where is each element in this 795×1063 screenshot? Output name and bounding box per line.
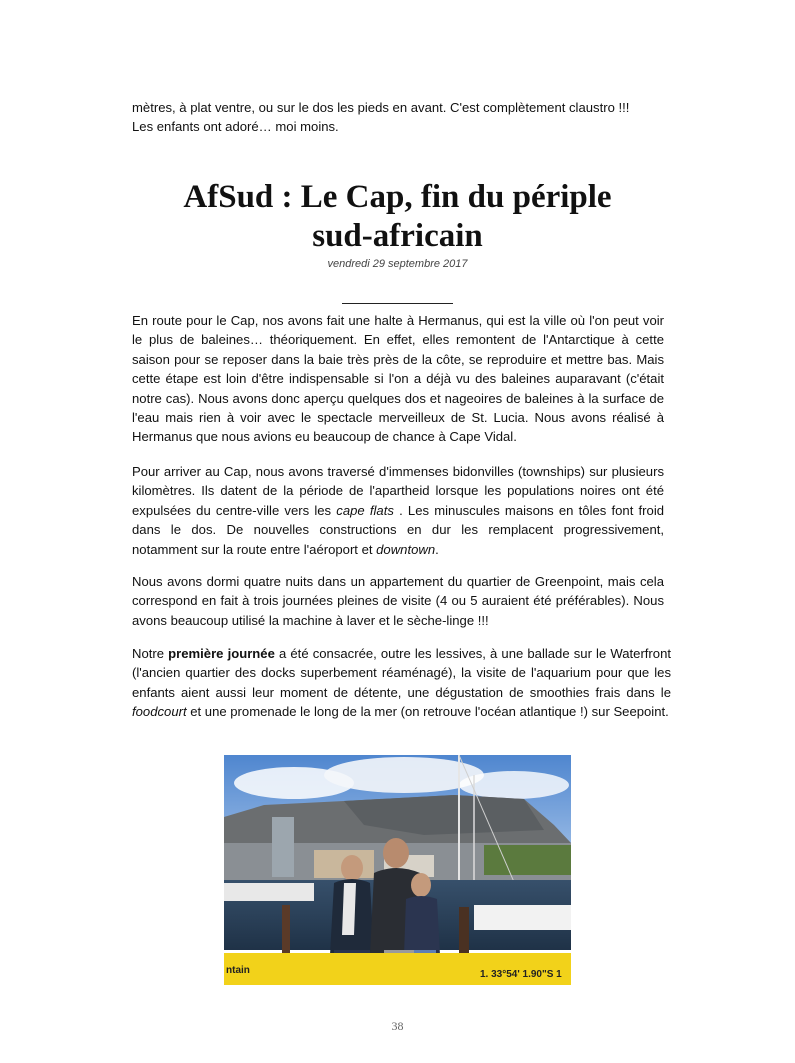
p2-em-downtown: downtown xyxy=(376,541,436,557)
p4-strong-first-day: première journée xyxy=(168,646,275,661)
article-title xyxy=(100,178,695,256)
green-hillside xyxy=(484,845,571,875)
p2-text-a: Pour arriver au Cap, nous avons traversé d'immenses bidonvilles (townships) sur plusieurs kilomètres. Ils datent de la période de l'apartheid lorsque les populations noires ont été expulsées du centre-ville vers les xyxy=(132,464,664,518)
p4-em-foodcourt: foodcourt xyxy=(132,704,187,720)
moored-boats xyxy=(224,883,314,901)
paragraph-hermanus: En route pour le Cap, nos avons fait une halte à Hermanus, qui est la ville où l'on peut voir le plus de baleines… théoriquement. En effet, elles remontent de l'Antarctique à cette saison pour se reposer dans la baie très près de la côte, se reproduire et mettre bas. Mais cette étape est loin d'être indispensable si l'on a déjà vu des baleines auparavant (c'était notre cas). Nous avons donc aperçu quelques dos et nageoires de baleines à la surface de l'eau mais rien à voir avec le spectacle merveilleux de St. Lucia. Nous avons réalisé à Hermanus que nous avions eu beaucoup de chance à Cape Vidal. xyxy=(132,313,664,445)
paragraph-greenpoint: Nous avons dormi quatre nuits dans un appartement du quartier de Greenpoint, mais cela correspond en fait à trois journées pleines de visite (4 ou 5 auraient été préférables). Nous avons beaucoup utilisé la machine à laver et le sèche-linge !!! xyxy=(132,574,664,628)
title-divider xyxy=(342,303,453,304)
paragraph-first-day xyxy=(132,644,671,722)
intro-paragraph xyxy=(132,98,664,137)
p4-text-c: et une promenade le long de la mer (on retrouve l'océan atlantique !) sur Seepoint. xyxy=(186,704,669,720)
intro-line-1: mètres, à plat ventre, ou sur le dos les pieds en avant. C'est complètement claustro !!! xyxy=(132,100,630,115)
intro-line-2: Les enfants ont adoré… moi moins. xyxy=(132,119,339,135)
tower-building xyxy=(272,817,294,877)
p4-text-b: a été consacrée, outre les lessives, à une ballade sur le Waterfront (l'ancien quartier des docks superbement réaménagé), la visite de l'aquarium pour que les enfants aient aussi leur moment de détente, une dégustation de smoothies frais dans le xyxy=(132,646,671,700)
sign-text-right: 1. 33°54' 1.90"S 1 xyxy=(480,969,562,980)
waterfront-family-photo xyxy=(224,755,571,985)
cloud xyxy=(459,771,569,799)
paragraph-townships xyxy=(132,462,664,559)
p2-text-b: . Les minuscules maisons en tôles font froid dans le dos. De nouvelles constructions en dur les remplacent progressivement, notamment sur la route entre l'aéroport et xyxy=(132,502,665,557)
p4-text-a: Notre xyxy=(132,646,169,661)
dock-bollard xyxy=(282,905,290,953)
sign-text-left: ntain xyxy=(226,965,250,976)
moored-boats xyxy=(474,905,571,930)
article-date: vendredi 29 septembre 2017 xyxy=(327,258,468,270)
title-line-1: AfSud : Le Cap, fin du périple xyxy=(183,179,612,215)
page-number: 38 xyxy=(391,1019,404,1033)
p2-text-c: . xyxy=(435,541,439,557)
title-line-2: sud-africain xyxy=(312,218,483,254)
p2-em-cape-flats: cape flats xyxy=(336,502,394,518)
dock-bollard xyxy=(459,907,469,953)
